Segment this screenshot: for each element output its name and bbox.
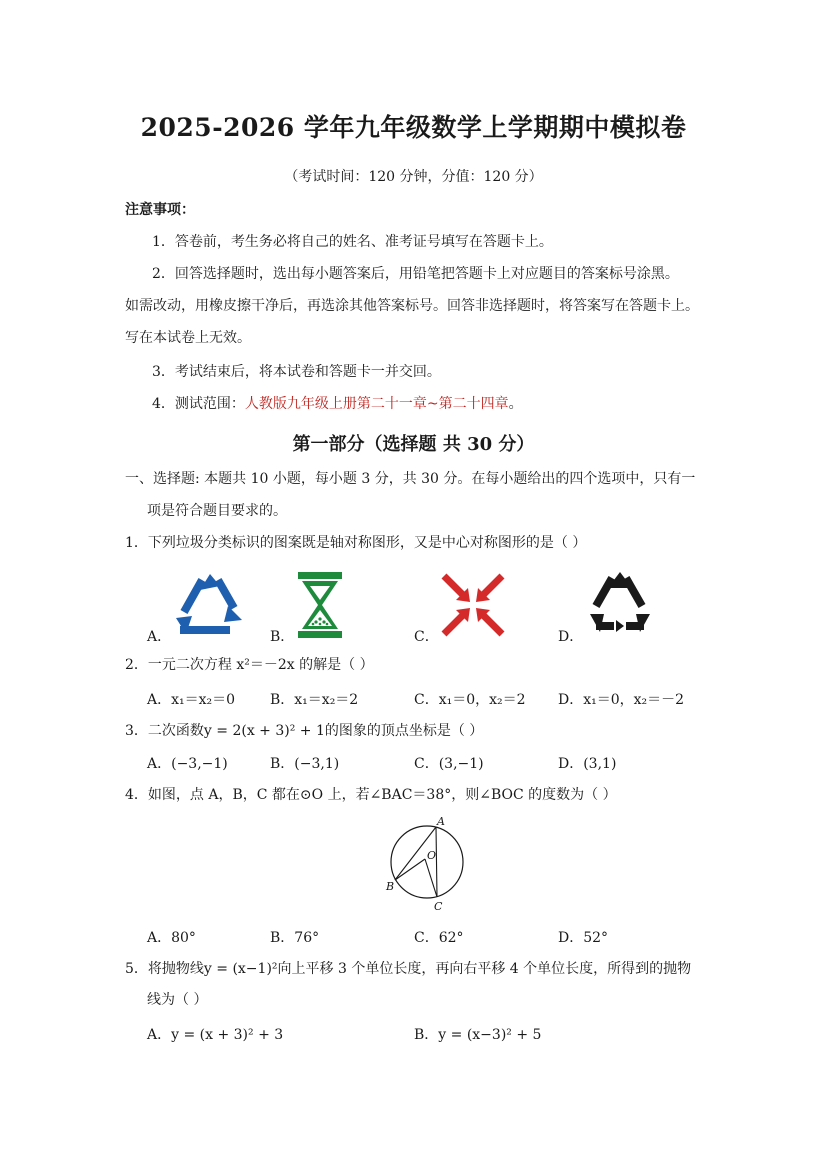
q3-option-a[interactable]: A．(−3,−1) <box>147 756 228 772</box>
segment-ob <box>395 859 425 880</box>
q1-option-c[interactable]: C． <box>414 629 439 645</box>
q1-option-a[interactable]: A． <box>147 629 172 645</box>
recycle-icon-blue <box>172 572 248 638</box>
note-2-line2: 如需改动，用橡皮擦干净后，再选涂其他答案标号。回答非选择题时，将答案写在答题卡上。 <box>125 298 699 314</box>
q3-option-c[interactable]: C．(3,−1) <box>414 756 484 772</box>
note-4-prefix: 4．测试范围： <box>152 396 245 412</box>
section-title: 第一部分（选择题 共 30 分） <box>292 434 535 455</box>
note-2-line3: 写在本试卷上无效。 <box>125 330 251 346</box>
segment-oc <box>425 859 437 897</box>
q5-option-a[interactable]: A．y = (x + 3)² + 3 <box>147 1027 284 1043</box>
q3-option-b[interactable]: B．(−3,1) <box>270 756 340 772</box>
label-a: A <box>437 815 445 828</box>
q1-stem: 1．下列垃圾分类标识的图案既是轴对称图形，又是中心对称图形的是（ ） <box>125 535 587 551</box>
circle-diagram <box>382 812 472 912</box>
cross-arrows-icon-red <box>440 572 506 638</box>
q5-stem-line1: 5．将抛物线y = (x−1)²向上平移 3 个单位长度，再向右平移 4 个单位长度，所得到的抛物 <box>125 961 692 977</box>
q2-option-a[interactable]: A．x₁＝x₂＝0 <box>147 692 236 708</box>
q2-option-d[interactable]: D．x₁＝0，x₂＝－2 <box>558 692 685 708</box>
note-4 <box>152 394 523 414</box>
exam-info: （考试时间：120 分钟，分值：120 分） <box>284 169 543 185</box>
test-range: 人教版九年级上册第二十一章~第二十四章 <box>244 396 509 412</box>
q4-option-c[interactable]: C．62° <box>414 930 464 946</box>
q1-option-d[interactable]: D． <box>558 629 584 645</box>
note-2-line1: 2．回答选择题时，选出每小题答案后，用铅笔把答题卡上对应题目的答案标号涂黑。 <box>152 266 679 282</box>
q1-option-b[interactable]: B． <box>270 629 295 645</box>
q4-option-a[interactable]: A．80° <box>147 930 196 946</box>
section-intro-line1: 一、选择题: 本题共 10 小题，每小题 3 分，共 30 分。在每小题给出的四个选项中，只有一 <box>125 471 696 487</box>
hourglass-icon-green <box>296 572 344 638</box>
section-intro-line2: 项是符合题目要求的。 <box>147 503 287 519</box>
label-c: C <box>434 900 443 913</box>
notes-heading: 注意事项： <box>125 202 195 218</box>
q2-option-c[interactable]: C．x₁＝0，x₂＝2 <box>414 692 526 708</box>
circle-o <box>391 826 463 898</box>
q3-stem: 3．二次函数y = 2(x + 3)² + 1的图象的顶点坐标是（ ） <box>125 723 484 739</box>
segment-ac <box>436 827 437 897</box>
q4-option-b[interactable]: B．76° <box>270 930 320 946</box>
label-o: O <box>427 849 437 862</box>
recycle-icon-black <box>586 570 654 636</box>
q4-stem: 4．如图，点 A，B，C 都在⊙O 上，若∠BAC＝38°，则∠BOC 的度数为（ ） <box>125 787 617 803</box>
q5-option-b[interactable]: B．y = (x−3)² + 5 <box>414 1027 542 1043</box>
q5-stem-line2: 线为（ ） <box>147 992 208 1008</box>
q4-option-d[interactable]: D．52° <box>558 930 609 946</box>
note-4-suffix: 。 <box>508 396 523 412</box>
note-3: 3．考试结束后，将本试卷和答题卡一并交回。 <box>152 364 441 380</box>
label-b: B <box>386 880 395 893</box>
q2-option-b[interactable]: B．x₁＝x₂＝2 <box>270 692 359 708</box>
q2-stem: 2．一元二次方程 x²＝－2x 的解是（ ） <box>125 657 374 673</box>
q3-option-d[interactable]: D．(3,1) <box>558 756 617 772</box>
page-title: 2025-2026 学年九年级数学上学期期中模拟卷 <box>140 113 687 142</box>
note-1: 1．答卷前，考生务必将自己的姓名、准考证号填写在答题卡上。 <box>152 234 553 250</box>
